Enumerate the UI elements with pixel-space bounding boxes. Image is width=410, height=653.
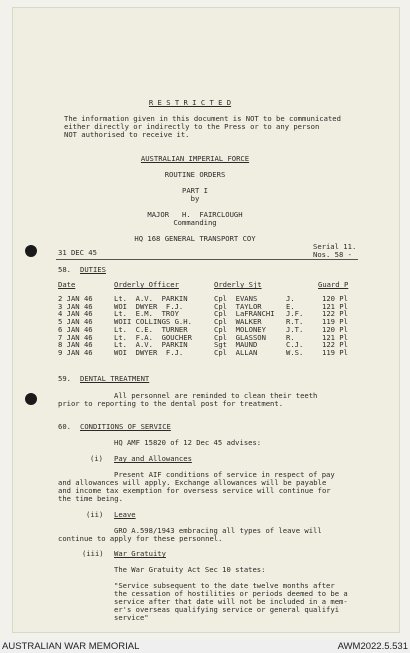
duty-header-officer: Orderly Officer: [114, 280, 179, 289]
body-line: prior to reporting to the dental post for treatment.: [58, 399, 284, 408]
quote-line: service": [114, 613, 149, 622]
archive-footer: [0, 640, 410, 653]
unit-name: HQ 168 GENERAL TRANSPORT COY: [134, 234, 256, 243]
body-line: the time being.: [58, 494, 123, 503]
duty-header-date: Date: [58, 280, 76, 289]
section-title-duties: DUTIES: [80, 265, 106, 274]
restricted-heading: R E S T R I C T E D: [148, 98, 232, 107]
duty-row: 3 JAN 46 WOI DWYER F.J. Cpl TAYLOR E. 121 Pl: [58, 301, 348, 311]
officer-role: Commanding: [173, 218, 217, 227]
duty-row: 9 JAN 46 WOI DWYER F.J. Cpl ALLAN W.S. 119 Pl: [58, 347, 348, 357]
quote-line: the cessation of hostilities or periods deemed to be a: [114, 589, 348, 598]
order-date: 31 DEC 45: [58, 248, 97, 257]
subsection-title-leave: Leave: [114, 510, 136, 519]
duty-row: 7 JAN 46 Lt. F.A. GOUCHER Cpl GLASSON R. 121 Pl: [58, 332, 348, 342]
force-title: AUSTRALIAN IMPERIAL FORCE: [140, 154, 250, 163]
section-number: 58.: [58, 265, 71, 274]
part-title: PART I: [182, 186, 208, 195]
body-line: HQ AMF 15820 of 12 Dec 45 advises:: [114, 438, 262, 447]
body-line: continue to apply for these personnel.: [58, 534, 223, 543]
subsection-number: (i): [90, 454, 103, 463]
notice-line: NOT authorised to receive it.: [64, 130, 190, 139]
body-line: GRO A.598/1943 embracing all types of leave will: [114, 526, 322, 535]
duty-row: 5 JAN 46 WOII COLLINGS G.H. Cpl WALKER R.T. 119 Pl: [58, 317, 348, 327]
subsection-title-gratuity: War Gratuity: [114, 549, 166, 558]
serial-number: Serial 11.: [313, 242, 357, 251]
quote-line: er's overseas qualifying service or general qualifyi: [114, 605, 340, 614]
notice-line: The information given in this document is NOT to be communicated: [64, 114, 341, 123]
officer-name: MAJOR H. FAIRCLOUGH: [147, 210, 243, 219]
duty-row: 6 JAN 46 Lt. C.E. TURNER Cpl MOLONEY J.T. 120 Pl: [58, 324, 348, 334]
duty-header-guard: Guard P: [318, 280, 349, 289]
punch-hole: [25, 393, 37, 405]
body-line: Present AIF conditions of service in respect of pay: [114, 470, 335, 479]
archive-name: AUSTRALIAN WAR MEMORIAL: [2, 641, 140, 652]
duty-row: 8 JAN 46 Lt. A.V. PARKIN Sgt MAUND C.J. 122 Pl: [58, 340, 348, 350]
duty-header-sjt: Orderly Sjt: [214, 280, 262, 289]
quote-line: service after that date will not be included in a mem-: [114, 597, 348, 606]
body-line: and allowances will apply. Exchange allowances will be payable: [58, 478, 327, 487]
duty-row: 4 JAN 46 Lt. E.M. TROY Cpl LaFRANCHI J.F. 122 Pl: [58, 309, 348, 319]
subsection-title-pay: Pay and Allowances: [114, 454, 192, 463]
section-title-conditions: CONDITIONS OF SERVICE: [80, 422, 171, 431]
section-title-dental: DENTAL TREATMENT: [80, 374, 150, 383]
punch-hole: [25, 245, 37, 257]
orders-title: ROUTINE ORDERS: [164, 170, 226, 179]
body-line: All personnel are reminded to clean their teeth: [114, 391, 318, 400]
header-rule: [56, 259, 358, 260]
quote-line: "Service subsequent to the date twelve months after: [114, 581, 335, 590]
subsection-number: (ii): [86, 510, 104, 519]
subsection-number: (iii): [82, 549, 104, 558]
by-line: by: [190, 194, 200, 203]
body-line: The War Gratuity Act Sec 10 states:: [114, 565, 266, 574]
order-numbers: Nos. 58 -: [313, 250, 352, 259]
archive-reference: AWM2022.5.531: [337, 641, 408, 652]
body-line: and income tax exemption for oversess service will continue for: [58, 486, 331, 495]
notice-line: either directly or indirectly to the Press or to any person: [64, 122, 320, 131]
section-number: 59.: [58, 374, 71, 383]
duty-row: 2 JAN 46 Lt. A.V. PARKIN Cpl EVANS J. 120 Pl: [58, 294, 348, 303]
section-number: 60.: [58, 422, 71, 431]
